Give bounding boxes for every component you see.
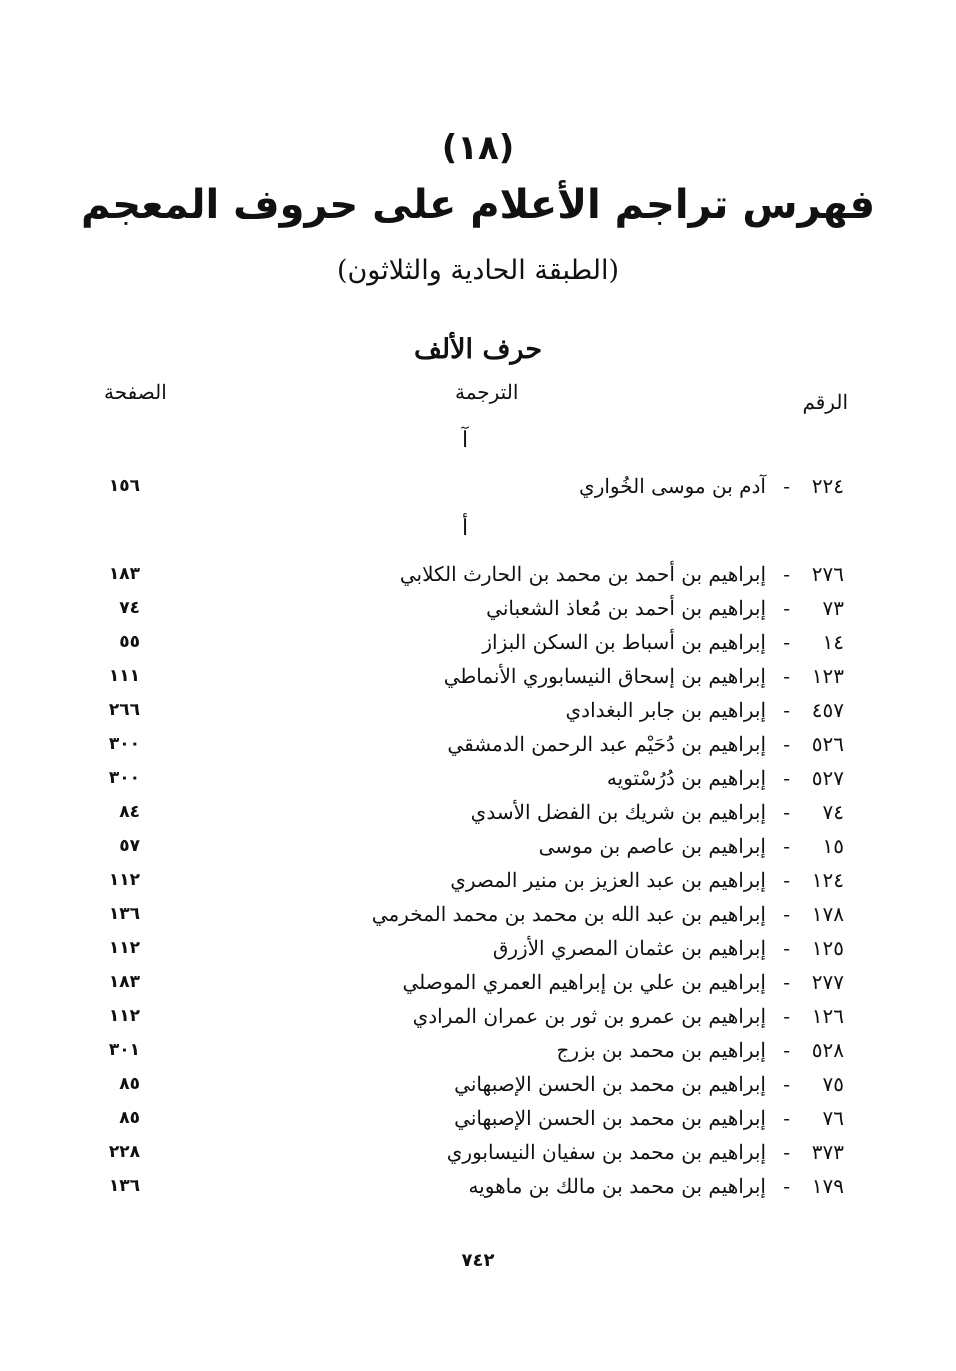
entry-dash: - — [783, 1072, 790, 1096]
entry-page: ٣٠٠ — [108, 734, 140, 754]
index-entry — [0, 766, 956, 800]
entry-number: ٧٣ — [822, 596, 844, 620]
group-heading-alif-hamza: أ — [462, 516, 469, 541]
entry-page: ٢٢٨ — [108, 1142, 140, 1162]
entry-number: ١٢٤ — [811, 868, 844, 892]
entry-page: ١٨٣ — [108, 972, 140, 992]
entry-dash: - — [783, 970, 790, 994]
entry-page: ٥٥ — [119, 632, 140, 652]
index-entry — [0, 664, 956, 698]
entry-number: ١٥ — [822, 834, 844, 858]
entry-dash: - — [783, 834, 790, 858]
entry-dash: - — [783, 1140, 790, 1164]
entry-dash: - — [783, 868, 790, 892]
entry-name: إبراهيم بن أحمد بن مُعاذ الشعباني — [486, 596, 766, 620]
index-entry — [0, 698, 956, 732]
column-header-number: الرقم — [802, 390, 848, 414]
entry-name: إبراهيم بن شريك بن الفضل الأسدي — [470, 800, 766, 824]
entry-page: ١٣٦ — [108, 904, 140, 924]
entry-page: ١٥٦ — [108, 476, 140, 496]
entry-number: ٥٢٦ — [811, 732, 844, 756]
entry-number: ٧٤ — [822, 800, 844, 824]
entry-dash: - — [783, 936, 790, 960]
entry-name: إبراهيم بن دُحَيْم عبد الرحمن الدمشقي — [447, 732, 766, 756]
entry-name: إبراهيم بن محمد بن بزرج — [556, 1038, 766, 1062]
entry-page: ١١٢ — [108, 938, 140, 958]
entry-page: ١٣٦ — [108, 1176, 140, 1196]
entry-dash: - — [783, 1038, 790, 1062]
entry-name: إبراهيم بن عبد الله بن محمد بن محمد المخرمي — [371, 902, 766, 926]
column-header-page: الصفحة — [104, 380, 167, 404]
entry-name: إبراهيم بن عثمان المصري الأزرق — [492, 936, 766, 960]
entry-page: ٨٤ — [119, 802, 140, 822]
entry-dash: - — [783, 902, 790, 926]
index-entry — [0, 732, 956, 766]
entry-name: إبراهيم بن محمد بن الحسن الإصبهاني — [454, 1106, 766, 1130]
entry-number: ١٧٨ — [811, 902, 844, 926]
entry-number: ١٤ — [822, 630, 844, 654]
section-number: (١٨) — [441, 128, 515, 168]
group-heading-alif-madda: آ — [462, 428, 469, 453]
entry-name: إبراهيم بن محمد بن سفيان النيسابوري — [446, 1140, 766, 1164]
entry-page: ٥٧ — [119, 836, 140, 856]
entry-name: إبراهيم بن محمد بن الحسن الإصبهاني — [454, 1072, 766, 1096]
entry-dash: - — [783, 630, 790, 654]
index-entry — [0, 868, 956, 902]
entry-page: ٣٠١ — [108, 1040, 140, 1060]
index-entry — [0, 562, 956, 596]
entry-number: ٥٢٨ — [811, 1038, 844, 1062]
index-entry — [0, 902, 956, 936]
entry-name: إبراهيم بن إسحاق النيسابوري الأنماطي — [443, 664, 766, 688]
index-entry — [0, 1004, 956, 1038]
index-entry — [0, 1174, 956, 1208]
entry-name: إبراهيم بن علي بن إبراهيم العمري الموصلي — [402, 970, 766, 994]
entry-dash: - — [783, 766, 790, 790]
entry-dash: - — [783, 596, 790, 620]
entry-number: ١٧٩ — [811, 1174, 844, 1198]
entry-name: إبراهيم بن جابر البغدادي — [565, 698, 766, 722]
entry-number: ٤٥٧ — [811, 698, 844, 722]
entry-page: ١١٢ — [108, 1006, 140, 1026]
entry-page: ٨٥ — [119, 1108, 140, 1128]
index-entry — [0, 630, 956, 664]
index-entry — [0, 1038, 956, 1072]
entry-number: ١٢٦ — [811, 1004, 844, 1028]
entry-dash: - — [783, 698, 790, 722]
entry-dash: - — [783, 664, 790, 688]
entry-page: ١١١ — [108, 666, 140, 686]
entry-page: ٧٤ — [119, 598, 140, 618]
entry-number: ٧٦ — [822, 1106, 844, 1130]
entry-dash: - — [783, 732, 790, 756]
entry-number: ٥٢٧ — [811, 766, 844, 790]
entry-number: ١٢٥ — [811, 936, 844, 960]
entry-number: ٢٧٧ — [811, 970, 844, 994]
index-entry — [0, 1106, 956, 1140]
entry-number: ٣٧٣ — [811, 1140, 844, 1164]
entry-page: ١١٢ — [108, 870, 140, 890]
entry-name: إبراهيم بن عاصم بن موسى — [538, 834, 766, 858]
index-subtitle: (الطبقة الحادية والثلاثون) — [336, 255, 620, 286]
entry-dash: - — [783, 1174, 790, 1198]
letter-heading: حرف الألف — [413, 334, 543, 365]
index-title: فهرس تراجم الأعلام على حروف المعجم — [80, 182, 876, 228]
entry-dash: - — [783, 1004, 790, 1028]
entry-dash: - — [783, 800, 790, 824]
entry-dash: - — [783, 1106, 790, 1130]
entry-name: إبراهيم بن محمد بن مالك بن ماهويه — [468, 1174, 766, 1198]
entry-page: ٣٠٠ — [108, 768, 140, 788]
index-entry — [0, 834, 956, 868]
entry-number: ٢٧٦ — [811, 562, 844, 586]
column-header-entry: الترجمة — [455, 380, 519, 404]
index-entry — [0, 1072, 956, 1106]
index-entry — [0, 1140, 956, 1174]
index-entry — [0, 936, 956, 970]
entry-name: إبراهيم بن عبد العزيز بن منير المصري — [450, 868, 766, 892]
index-entry — [0, 474, 956, 508]
entry-name: آدم بن موسى الخُواري — [579, 474, 766, 498]
entry-name: إبراهيم بن أسباط بن السكن البزاز — [482, 630, 766, 654]
index-entry — [0, 970, 956, 1004]
entry-dash: - — [783, 562, 790, 586]
entry-name: إبراهيم بن دُرُسْتويه — [606, 766, 766, 790]
entry-number: ٢٢٤ — [811, 474, 844, 498]
entry-dash: - — [783, 474, 790, 498]
entry-name: إبراهيم بن أحمد بن محمد بن الحارث الكلابي — [399, 562, 766, 586]
index-entry — [0, 800, 956, 834]
entry-page: ٢٦٦ — [108, 700, 140, 720]
entry-page: ٨٥ — [119, 1074, 140, 1094]
index-entry — [0, 596, 956, 630]
entry-page: ١٨٣ — [108, 564, 140, 584]
entry-number: ١٢٣ — [811, 664, 844, 688]
entry-number: ٧٥ — [822, 1072, 844, 1096]
page-number: ٧٤٢ — [461, 1250, 495, 1271]
entry-name: إبراهيم بن عمرو بن ثور بن عمران المرادي — [412, 1004, 766, 1028]
